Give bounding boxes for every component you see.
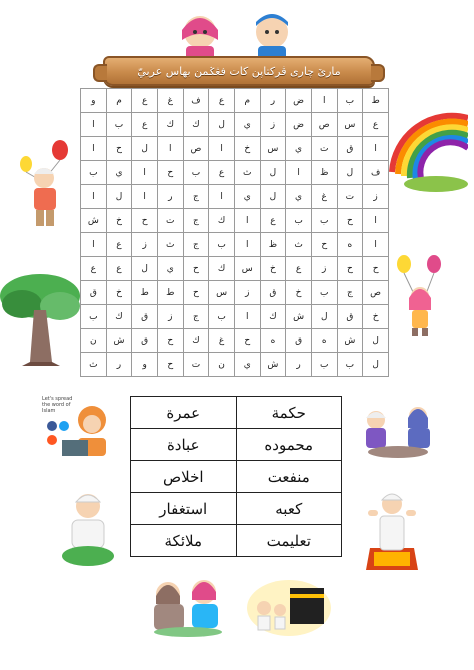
word-list-row: [131, 429, 342, 461]
grid-cell[interactable]: خ: [234, 137, 260, 161]
grid-cell[interactable]: و: [81, 89, 107, 113]
grid-cell[interactable]: ا: [132, 185, 158, 209]
grid-cell[interactable]: ق: [286, 329, 312, 353]
grid-cell[interactable]: ز: [363, 185, 389, 209]
grid-cell[interactable]: ب: [106, 113, 132, 137]
grid-cell[interactable]: خ: [260, 257, 286, 281]
grid-cell[interactable]: ع: [209, 161, 235, 185]
grid-cell[interactable]: ق: [337, 305, 363, 329]
grid-cell[interactable]: ا: [363, 233, 389, 257]
grid-cell[interactable]: ث: [81, 353, 107, 377]
grid-row: [81, 113, 389, 137]
kids-reading-illustration: [146, 574, 232, 638]
grid-cell[interactable]: ث: [234, 161, 260, 185]
grid-cell[interactable]: ي: [234, 113, 260, 137]
grid-cell[interactable]: ا: [209, 185, 235, 209]
grid-row: [81, 161, 389, 185]
grid-cell[interactable]: ي: [234, 185, 260, 209]
grid-cell[interactable]: ع: [209, 89, 235, 113]
grid-cell[interactable]: ا: [81, 233, 107, 257]
grid-cell[interactable]: ب: [209, 305, 235, 329]
word-list-row: [131, 461, 342, 493]
word-list-item: كعبه: [236, 493, 342, 525]
grid-cell[interactable]: ج: [337, 281, 363, 305]
grid-cell[interactable]: ح: [132, 209, 158, 233]
grid-row: [81, 329, 389, 353]
grid-cell[interactable]: ح: [183, 257, 209, 281]
grid-cell[interactable]: ش: [337, 329, 363, 353]
grid-cell[interactable]: غ: [157, 89, 183, 113]
grid-cell[interactable]: ر: [286, 353, 312, 377]
grid-cell[interactable]: ز: [311, 257, 337, 281]
grid-cell[interactable]: ص: [311, 113, 337, 137]
grid-cell[interactable]: ك: [209, 209, 235, 233]
rainbow-illustration: [388, 92, 468, 192]
grid-cell[interactable]: ط: [132, 281, 158, 305]
grid-cell[interactable]: س: [337, 113, 363, 137]
kaaba-kids-illustration: [246, 574, 332, 636]
laptop-caption: Let's spread the word of Islam: [42, 396, 73, 414]
grid-cell[interactable]: خ: [363, 305, 389, 329]
grid-cell[interactable]: ل: [363, 329, 389, 353]
page-title: مارێ چاری ڤرکتاڽن كات فڠݢمن بهاس عربيّ: [137, 64, 341, 78]
grid-cell[interactable]: ب: [337, 353, 363, 377]
grid-cell[interactable]: ل: [260, 161, 286, 185]
grid-row: [81, 233, 389, 257]
grid-cell[interactable]: ك: [260, 305, 286, 329]
grid-cell[interactable]: ح: [363, 257, 389, 281]
grid-cell[interactable]: ك: [157, 113, 183, 137]
grid-row: [81, 89, 389, 113]
grid-cell[interactable]: ب: [209, 233, 235, 257]
grid-cell[interactable]: ه: [311, 329, 337, 353]
word-list-row: [131, 493, 342, 525]
grid-cell[interactable]: ج: [183, 305, 209, 329]
grid-cell[interactable]: ح: [183, 281, 209, 305]
grid-cell[interactable]: ف: [363, 161, 389, 185]
boy-sitting-illustration: [58, 488, 120, 570]
grid-row: [81, 185, 389, 209]
grid-cell[interactable]: و: [132, 353, 158, 377]
grid-cell[interactable]: خ: [106, 209, 132, 233]
grid-row: [81, 305, 389, 329]
grid-cell[interactable]: ز: [234, 281, 260, 305]
grid-cell[interactable]: ت: [183, 353, 209, 377]
grid-cell[interactable]: س: [234, 257, 260, 281]
grid-row: [81, 353, 389, 377]
grid-cell[interactable]: ا: [234, 305, 260, 329]
grid-cell[interactable]: ق: [260, 281, 286, 305]
grid-cell[interactable]: ل: [132, 137, 158, 161]
grid-cell[interactable]: ظ: [311, 161, 337, 185]
grid-cell[interactable]: ا: [81, 113, 107, 137]
grid-cell[interactable]: ش: [106, 329, 132, 353]
grid-cell[interactable]: ت: [311, 137, 337, 161]
grid-cell[interactable]: ق: [132, 329, 158, 353]
word-list-item: عمرة: [131, 397, 237, 429]
grid-cell[interactable]: ي: [106, 161, 132, 185]
grid-cell[interactable]: ا: [311, 89, 337, 113]
grid-cell[interactable]: ح: [337, 209, 363, 233]
grid-cell[interactable]: ل: [106, 185, 132, 209]
girl-balloon-illustration: [394, 254, 446, 336]
grid-cell[interactable]: ط: [157, 281, 183, 305]
grid-cell[interactable]: ش: [81, 209, 107, 233]
grid-cell[interactable]: ا: [363, 137, 389, 161]
grid-cell[interactable]: ط: [363, 89, 389, 113]
grid-cell[interactable]: ب: [311, 353, 337, 377]
grid-cell[interactable]: ب: [81, 305, 107, 329]
grid-cell[interactable]: ب: [311, 209, 337, 233]
grid-cell[interactable]: ي: [286, 185, 312, 209]
grid-cell[interactable]: ا: [363, 209, 389, 233]
grid-cell[interactable]: م: [106, 89, 132, 113]
grid-cell[interactable]: ب: [337, 89, 363, 113]
grid-cell[interactable]: م: [234, 89, 260, 113]
grid-cell[interactable]: ك: [106, 305, 132, 329]
grid-cell[interactable]: ز: [132, 233, 158, 257]
grid-cell[interactable]: ج: [183, 185, 209, 209]
grid-cell[interactable]: ب: [183, 161, 209, 185]
grid-cell[interactable]: ع: [106, 257, 132, 281]
grid-cell[interactable]: ا: [132, 161, 158, 185]
grid-row: [81, 257, 389, 281]
grid-cell[interactable]: ص: [183, 137, 209, 161]
grid-cell[interactable]: غ: [209, 329, 235, 353]
grid-cell[interactable]: ث: [157, 233, 183, 257]
grid-cell[interactable]: ا: [81, 185, 107, 209]
grid-cell[interactable]: ب: [286, 209, 312, 233]
boy-prayer-mat-illustration: [362, 488, 422, 572]
grid-cell[interactable]: ع: [81, 257, 107, 281]
grid-cell[interactable]: ج: [183, 233, 209, 257]
grid-cell[interactable]: ا: [234, 233, 260, 257]
grid-cell[interactable]: ر: [260, 89, 286, 113]
grid-cell[interactable]: ش: [260, 353, 286, 377]
word-list-row: [131, 525, 342, 557]
grid-cell[interactable]: ع: [363, 113, 389, 137]
grid-cell[interactable]: ل: [311, 305, 337, 329]
grid-cell[interactable]: ح: [234, 329, 260, 353]
grid-cell[interactable]: ع: [132, 89, 158, 113]
grid-cell[interactable]: ا: [234, 209, 260, 233]
grid-cell[interactable]: ع: [106, 233, 132, 257]
grid-cell[interactable]: ت: [157, 209, 183, 233]
word-list-item: عبادة: [131, 429, 237, 461]
word-list-item: منفعت: [236, 461, 342, 493]
grid-cell[interactable]: ص: [363, 281, 389, 305]
grid-cell[interactable]: ل: [209, 113, 235, 137]
grid-cell[interactable]: ج: [183, 209, 209, 233]
grid-cell[interactable]: ل: [337, 161, 363, 185]
grid-cell[interactable]: ن: [209, 353, 235, 377]
grid-cell[interactable]: ل: [260, 185, 286, 209]
grid-cell[interactable]: س: [260, 137, 286, 161]
word-search-grid: [80, 88, 389, 377]
grid-cell[interactable]: ل: [132, 257, 158, 281]
grid-cell[interactable]: ي: [157, 257, 183, 281]
grid-cell[interactable]: ا: [157, 137, 183, 161]
grid-cell[interactable]: ح: [106, 137, 132, 161]
grid-cell[interactable]: ف: [183, 89, 209, 113]
girl-laptop-illustration: [42, 396, 118, 462]
grid-row: [81, 137, 389, 161]
grid-cell[interactable]: ع: [260, 209, 286, 233]
word-list-item: تعليمت: [236, 525, 342, 557]
grid-cell[interactable]: ش: [286, 305, 312, 329]
grid-cell[interactable]: ك: [183, 113, 209, 137]
word-list-row: [131, 397, 342, 429]
grid-cell[interactable]: ق: [132, 305, 158, 329]
page-title-banner: [103, 56, 375, 86]
tree-illustration: [0, 270, 82, 366]
word-list-item: حكمة: [236, 397, 342, 429]
grid-cell[interactable]: ت: [337, 185, 363, 209]
grid-cell[interactable]: ز: [260, 113, 286, 137]
grid-cell[interactable]: ق: [337, 137, 363, 161]
grid-cell[interactable]: ح: [157, 329, 183, 353]
kids-waving-illustration: [170, 10, 310, 62]
grid-cell[interactable]: ح: [337, 257, 363, 281]
grid-cell[interactable]: ه: [337, 233, 363, 257]
family-meal-illustration: [356, 396, 442, 460]
grid-cell[interactable]: ق: [81, 281, 107, 305]
boy-balloon-illustration: [14, 140, 78, 230]
grid-cell[interactable]: خ: [106, 281, 132, 305]
grid-cell[interactable]: ك: [209, 257, 235, 281]
grid-cell[interactable]: غ: [311, 185, 337, 209]
grid-cell[interactable]: ي: [234, 353, 260, 377]
grid-cell[interactable]: ب: [311, 281, 337, 305]
grid-row: [81, 209, 389, 233]
grid-cell[interactable]: ي: [286, 137, 312, 161]
grid-cell[interactable]: خ: [286, 281, 312, 305]
grid-cell[interactable]: ل: [363, 353, 389, 377]
grid-cell[interactable]: ض: [286, 89, 312, 113]
grid-cell[interactable]: ا: [286, 161, 312, 185]
word-list-table: [130, 396, 342, 557]
word-list-item: محموده: [236, 429, 342, 461]
grid-cell[interactable]: ا: [81, 137, 107, 161]
grid-cell[interactable]: ح: [311, 233, 337, 257]
grid-cell[interactable]: ع: [286, 257, 312, 281]
grid-cell[interactable]: ب: [81, 161, 107, 185]
grid-cell[interactable]: ظ: [260, 233, 286, 257]
word-list-item: ملائكة: [131, 525, 237, 557]
grid-cell[interactable]: ك: [183, 329, 209, 353]
grid-cell[interactable]: ح: [157, 161, 183, 185]
word-list-item: استغفار: [131, 493, 237, 525]
grid-cell[interactable]: ا: [209, 137, 235, 161]
grid-cell[interactable]: ث: [286, 233, 312, 257]
grid-cell[interactable]: ر: [106, 353, 132, 377]
grid-row: [81, 281, 389, 305]
grid-cell[interactable]: ض: [286, 113, 312, 137]
grid-cell[interactable]: ز: [157, 305, 183, 329]
grid-cell[interactable]: ر: [157, 185, 183, 209]
grid-cell[interactable]: س: [209, 281, 235, 305]
grid-cell[interactable]: ه: [260, 329, 286, 353]
grid-cell[interactable]: ن: [81, 329, 107, 353]
grid-cell[interactable]: ح: [157, 353, 183, 377]
grid-cell[interactable]: ع: [132, 113, 158, 137]
word-list-item: اخلاص: [131, 461, 237, 493]
